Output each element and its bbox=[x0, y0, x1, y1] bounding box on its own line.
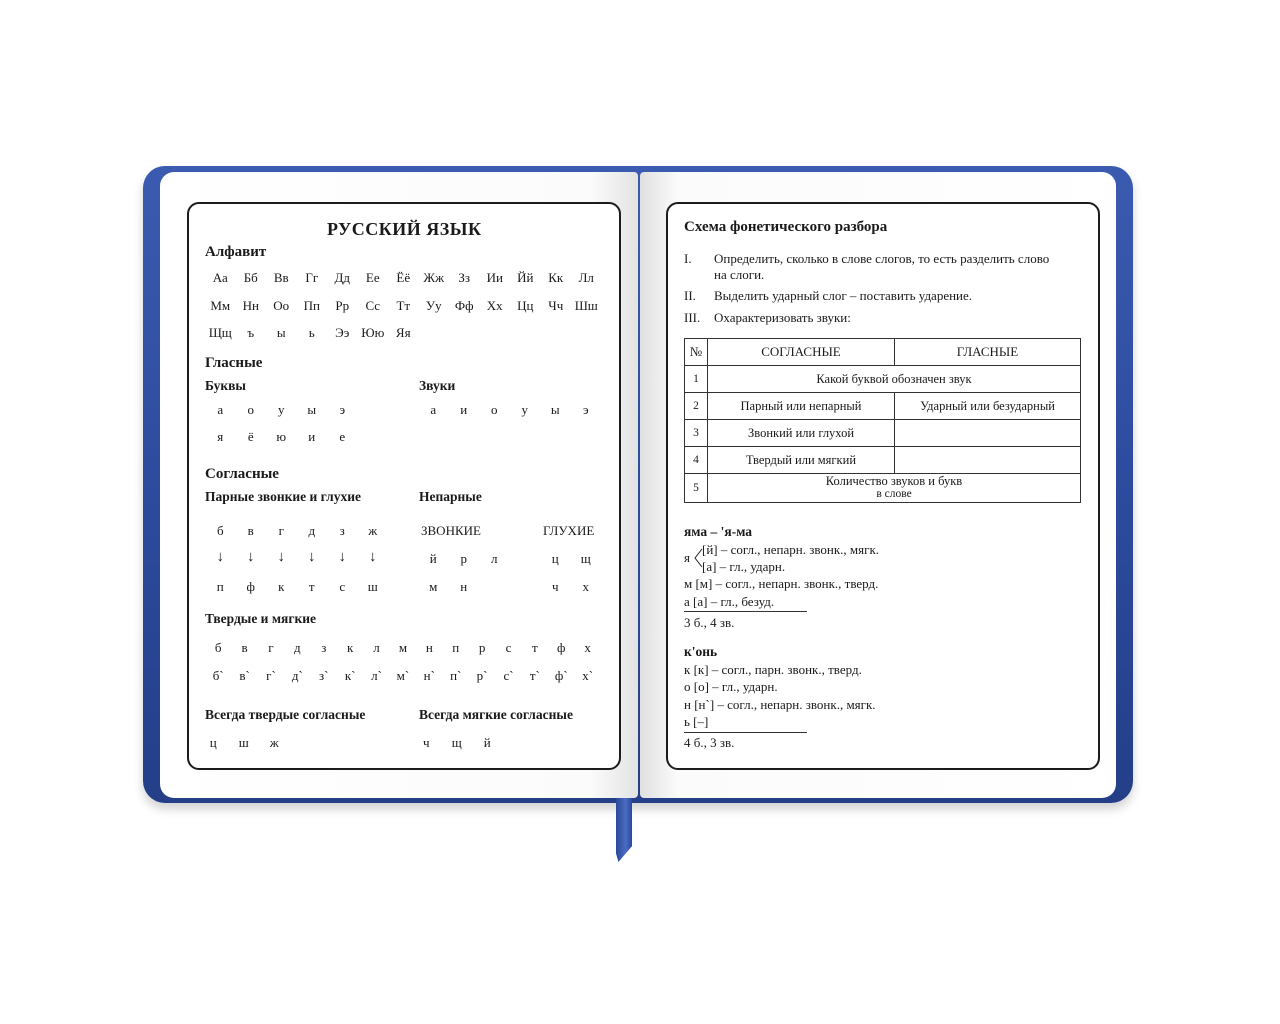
sound: а bbox=[430, 402, 437, 417]
table-cell-line: в слове bbox=[876, 488, 912, 500]
alphabet-row-1 bbox=[205, 270, 602, 286]
sound: э bbox=[582, 402, 589, 417]
letter: г` bbox=[266, 668, 276, 683]
letter: ш bbox=[238, 735, 249, 750]
example-1-title: яма – 'я-ма bbox=[684, 524, 753, 539]
letter: Шш bbox=[574, 298, 598, 313]
arrow-down-icon: ↓ bbox=[338, 549, 346, 565]
letter: Йй bbox=[517, 270, 534, 285]
arrows-row bbox=[205, 549, 388, 566]
example-2-line-1: к [к] – согл., парн. звонк., тверд. bbox=[684, 662, 862, 677]
letter: ъ bbox=[247, 325, 255, 340]
letter: а bbox=[217, 402, 224, 417]
hard-soft-heading: Твердые и мягкие bbox=[205, 611, 317, 626]
letter: т bbox=[308, 579, 315, 594]
letter: Кк bbox=[548, 270, 564, 285]
letter: е bbox=[339, 429, 346, 444]
letter: л` bbox=[371, 668, 382, 683]
letter: р bbox=[478, 640, 486, 655]
letter: ц bbox=[209, 735, 217, 750]
letter: з` bbox=[319, 668, 329, 683]
letter: Щщ bbox=[208, 325, 232, 340]
letter: ш bbox=[367, 579, 378, 594]
letter: ё bbox=[247, 429, 254, 444]
soft-row bbox=[205, 668, 601, 684]
letter: ж bbox=[269, 735, 279, 750]
letter: б bbox=[216, 523, 224, 538]
left-frame bbox=[187, 202, 621, 770]
letter: Дд bbox=[334, 270, 350, 285]
letter: Пп bbox=[303, 298, 320, 313]
letter: Ее bbox=[365, 270, 380, 285]
table-header-cell: ГЛАСНЫЕ bbox=[895, 339, 1081, 366]
letter: с bbox=[505, 640, 512, 655]
letter: б bbox=[214, 640, 222, 655]
letter: л bbox=[491, 551, 498, 566]
letter: ы bbox=[307, 402, 317, 417]
divider bbox=[684, 611, 807, 612]
unpaired-voiced-row-2 bbox=[418, 579, 479, 595]
unpaired-label: Непарные bbox=[419, 489, 482, 504]
letter: Гг bbox=[305, 270, 319, 285]
unpaired-voiced-row-1 bbox=[418, 551, 510, 567]
letter: Фф bbox=[454, 298, 474, 313]
voiced-label: ЗВОНКИЕ bbox=[421, 523, 481, 538]
letter: р` bbox=[476, 668, 488, 683]
table-row bbox=[685, 393, 1081, 420]
letter: в bbox=[247, 523, 254, 538]
letter: ц bbox=[551, 551, 559, 566]
letter: Ээ bbox=[335, 325, 350, 340]
sound: о bbox=[491, 402, 498, 417]
letter: к bbox=[346, 640, 354, 655]
letter: л bbox=[373, 640, 380, 655]
table-cell: 3 bbox=[685, 420, 708, 447]
step-1-num: I. bbox=[684, 251, 692, 266]
sound: у bbox=[521, 402, 528, 417]
letter: к bbox=[278, 579, 285, 594]
letter: д` bbox=[291, 668, 303, 683]
paired-label: Парные звонкие и глухие bbox=[205, 489, 361, 504]
letter: к` bbox=[344, 668, 356, 683]
letter: и bbox=[308, 429, 316, 444]
example-2-line-3: н [н`] – согл., непарн. звонк., мягк. bbox=[684, 697, 876, 712]
letter: н bbox=[460, 579, 468, 594]
vowel-letters-row-1 bbox=[205, 402, 358, 418]
letter: н` bbox=[423, 668, 435, 683]
letter: й bbox=[429, 551, 437, 566]
step-2-num: II. bbox=[684, 288, 696, 303]
table-header-cell: СОГЛАСНЫЕ bbox=[708, 339, 895, 366]
table-cell: 1 bbox=[685, 366, 708, 393]
paired-voiced-row bbox=[205, 523, 388, 539]
step-3-text: Охарактеризовать звуки: bbox=[714, 310, 851, 325]
letter: м bbox=[398, 640, 408, 655]
table-row bbox=[685, 366, 1081, 393]
table-cell: Звонкий или глухой bbox=[708, 420, 895, 447]
letter: п bbox=[452, 640, 460, 655]
hard-row bbox=[205, 640, 601, 656]
example-1-line-3: м [м] – согл., непарн. звонк., тверд. bbox=[684, 576, 879, 591]
letter: Тт bbox=[396, 298, 411, 313]
table-cell: 2 bbox=[685, 393, 708, 420]
letter: д bbox=[294, 640, 301, 655]
step-1-line-1: Определить, сколько в слове слогов, то есть разделить слово bbox=[714, 251, 1050, 266]
table-cell-line: Количество звуков и букв bbox=[825, 474, 963, 488]
alphabet-heading: Алфавит bbox=[205, 244, 267, 260]
letter: в` bbox=[239, 668, 250, 683]
letter: п` bbox=[450, 668, 462, 683]
bookmark-ribbon bbox=[616, 790, 632, 862]
table-cell bbox=[895, 447, 1081, 474]
letter: Зз bbox=[458, 270, 471, 285]
letter: ь bbox=[308, 325, 315, 340]
table-cell-merged bbox=[708, 474, 1081, 503]
letter: ы bbox=[276, 325, 286, 340]
letter: э bbox=[339, 402, 346, 417]
always-soft-label: Всегда мягкие согласные bbox=[419, 707, 573, 722]
always-hard-row bbox=[198, 735, 290, 751]
letter: ф bbox=[557, 640, 566, 655]
phonetic-table bbox=[684, 338, 1081, 503]
paired-voiceless-row bbox=[205, 579, 388, 595]
letter: Лл bbox=[578, 270, 594, 285]
letter: г bbox=[278, 523, 284, 538]
letter: с` bbox=[503, 668, 514, 683]
letter: Ёё bbox=[396, 270, 411, 285]
table-cell: Парный или непарный bbox=[708, 393, 895, 420]
example-2-total: 4 б., 3 зв. bbox=[684, 735, 735, 750]
alphabet-row-2 bbox=[205, 298, 602, 314]
letter: н bbox=[425, 640, 433, 655]
table-header-cell: № bbox=[685, 339, 708, 366]
letters-label: Буквы bbox=[205, 378, 246, 393]
letter: ж bbox=[368, 523, 378, 538]
letter: д bbox=[308, 523, 316, 538]
arrow-down-icon: ↓ bbox=[308, 549, 316, 565]
example-1-letter: я bbox=[684, 550, 690, 565]
letter: р bbox=[460, 551, 467, 566]
letter: п bbox=[216, 579, 224, 594]
letter: й bbox=[483, 735, 491, 750]
example-1-line-1: [й] – согл., непарн. звонк., мягк. bbox=[702, 542, 880, 557]
letter: ю bbox=[276, 429, 287, 444]
letter: з bbox=[339, 523, 345, 538]
arrow-down-icon: ↓ bbox=[369, 549, 377, 565]
example-2-title: к'онь bbox=[684, 644, 718, 659]
page-title: РУССКИЙ ЯЗЫК bbox=[327, 219, 482, 239]
letter: ч bbox=[551, 579, 559, 594]
letter: х bbox=[584, 640, 591, 655]
step-2-text: Выделить ударный слог – поставить ударение. bbox=[714, 288, 973, 303]
letter: Вв bbox=[273, 270, 289, 285]
letter: Аа bbox=[212, 270, 228, 285]
voiceless-label: ГЛУХИЕ bbox=[543, 523, 595, 538]
table-cell: 5 bbox=[685, 474, 708, 503]
divider bbox=[684, 732, 807, 733]
letter: ч bbox=[422, 735, 430, 750]
letter: о bbox=[247, 402, 254, 417]
letter: б` bbox=[212, 668, 224, 683]
letter: Чч bbox=[548, 298, 564, 313]
sound: и bbox=[460, 402, 468, 417]
letter: Хх bbox=[486, 298, 503, 313]
letter: ф bbox=[246, 579, 255, 594]
letter: я bbox=[217, 429, 224, 444]
table-cell: 4 bbox=[685, 447, 708, 474]
table-cell: Ударный или безударный bbox=[895, 393, 1081, 420]
letter: Нн bbox=[242, 298, 259, 313]
letter: Мм bbox=[210, 298, 231, 313]
example-1-line-4: а [а] – гл., безуд. bbox=[684, 594, 775, 609]
letter: Яя bbox=[395, 325, 411, 340]
vowel-letters-row-2 bbox=[205, 429, 358, 445]
letter: Жж bbox=[423, 270, 445, 285]
step-3-num: III. bbox=[684, 310, 701, 325]
table-cell: Какой буквой обозначен звук bbox=[708, 366, 1081, 393]
example-1-total: 3 б., 4 зв. bbox=[684, 615, 735, 630]
letter: в bbox=[241, 640, 248, 655]
letter: у bbox=[278, 402, 285, 417]
always-soft-row bbox=[411, 735, 503, 751]
table-row bbox=[685, 474, 1081, 503]
letter: Уу bbox=[425, 298, 442, 313]
letter: Сс bbox=[365, 298, 381, 313]
arrow-down-icon: ↓ bbox=[247, 549, 255, 565]
arrow-down-icon: ↓ bbox=[216, 549, 224, 565]
letter: щ bbox=[580, 551, 591, 566]
table-row bbox=[685, 420, 1081, 447]
letter: г bbox=[268, 640, 274, 655]
letter: м bbox=[429, 579, 438, 594]
arrow-down-icon: ↓ bbox=[277, 549, 285, 565]
example-1-line-2: [а] – гл., ударн. bbox=[702, 559, 786, 574]
letter: щ bbox=[451, 735, 462, 750]
letter: Оо bbox=[273, 298, 290, 313]
sound: ы bbox=[550, 402, 560, 417]
letter: х bbox=[582, 579, 589, 594]
sounds-label: Звуки bbox=[419, 378, 456, 393]
letter: м` bbox=[396, 668, 410, 683]
letter: Цц bbox=[517, 298, 534, 313]
unpaired-voiceless-row-2 bbox=[540, 579, 601, 595]
consonants-heading: Согласные bbox=[205, 466, 279, 482]
letter: т bbox=[532, 640, 538, 655]
letter: з bbox=[321, 640, 327, 655]
example-2-line-4: ь [–] bbox=[684, 714, 709, 729]
letter: т` bbox=[529, 668, 540, 683]
unpaired-voiceless-row-1 bbox=[540, 551, 601, 567]
table-row bbox=[685, 447, 1081, 474]
example-2-line-2: о [о] – гл., ударн. bbox=[684, 679, 778, 694]
letter: ф` bbox=[554, 668, 568, 683]
letter: Рр bbox=[335, 298, 350, 313]
letter: Бб bbox=[243, 270, 258, 285]
table-cell bbox=[895, 420, 1081, 447]
letter: Юю bbox=[361, 325, 385, 340]
vowels-heading: Гласные bbox=[205, 355, 263, 371]
letter: х` bbox=[582, 668, 594, 683]
table-header-row bbox=[685, 339, 1081, 366]
vowel-sounds-row bbox=[418, 402, 601, 418]
letter: Ии bbox=[486, 270, 503, 285]
letter: с bbox=[339, 579, 346, 594]
always-hard-label: Всегда твердые согласные bbox=[205, 707, 366, 722]
table-cell: Твердый или мягкий bbox=[708, 447, 895, 474]
scheme-title: Схема фонетического разбора bbox=[684, 219, 888, 235]
alphabet-row-3 bbox=[205, 325, 419, 341]
step-1-line-2: на слоги. bbox=[714, 267, 765, 282]
